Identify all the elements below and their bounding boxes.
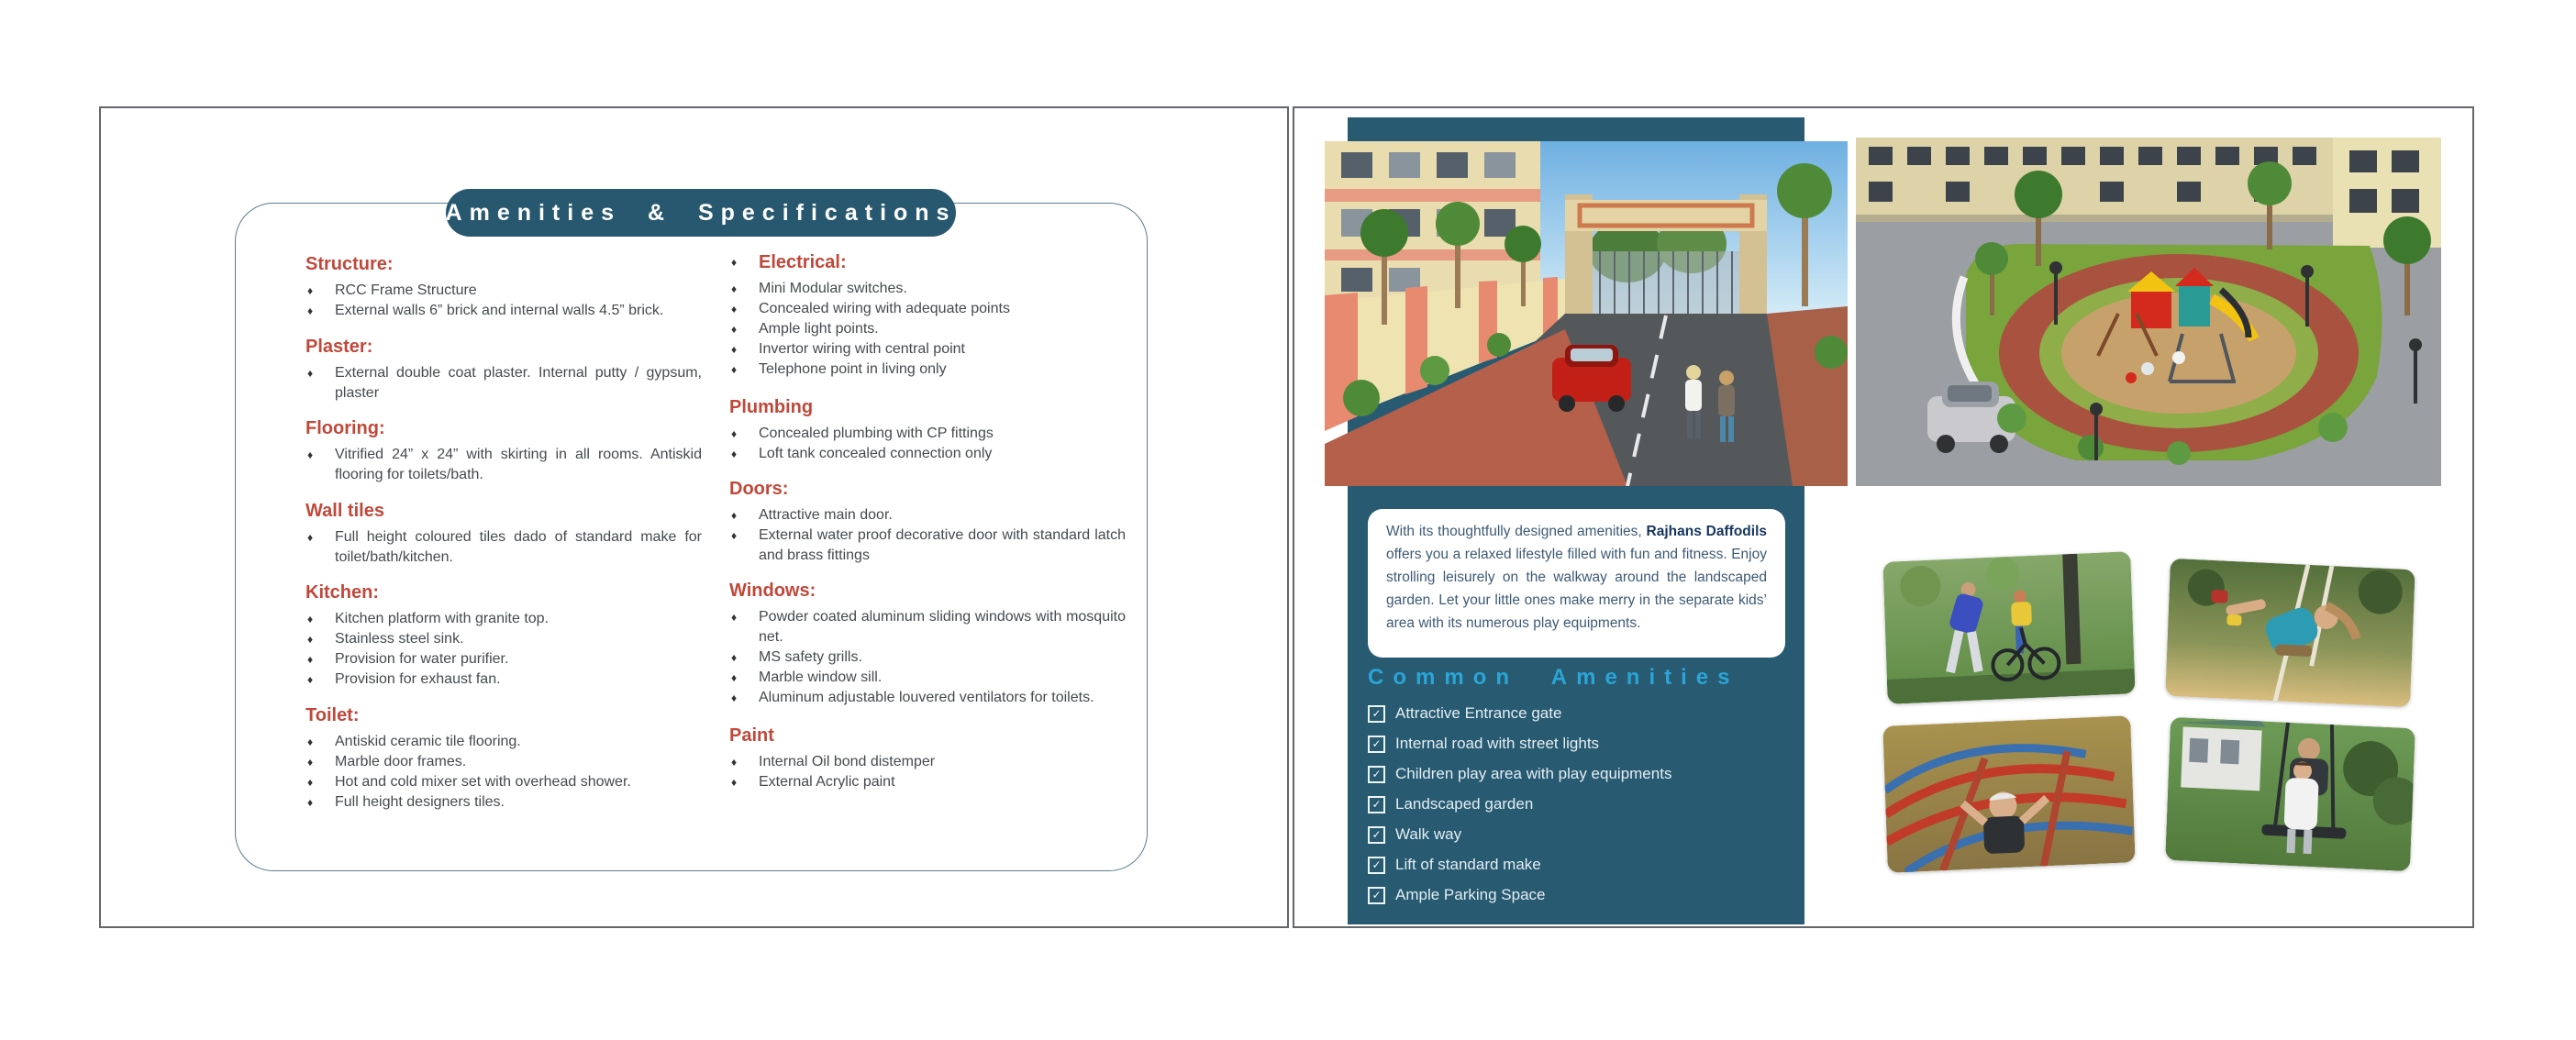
section-heading: Plaster: xyxy=(305,337,373,357)
spec-item: ♦ Full height coloured tiles dado of standard make for toilet/bath/kitchen. xyxy=(307,529,702,565)
photo-father-daughter-swing xyxy=(2165,717,2415,871)
checkbox-icon: ✓ xyxy=(1368,796,1385,813)
section-doors xyxy=(729,478,1126,566)
intro-text-after: offers you a relaxed lifestyle filled with fun and fitness. Enjoy strolling leisurely on the walkway around the landscaped garden. Let your little ones make merry in the separate kids’ area with its numerous play equipments. xyxy=(1386,547,1767,631)
diamond-bullet-icon: ♦ xyxy=(307,756,314,769)
spec-item: ♦ External Acrylic paint xyxy=(729,772,1126,792)
spec-item: ♦ Telephone point in living only xyxy=(729,360,1126,380)
photo-climbing-frame xyxy=(1882,715,2135,873)
diamond-bullet-icon: ♦ xyxy=(731,509,738,522)
section-heading: Doors: xyxy=(729,479,789,499)
diamond-bullet-icon: ♦ xyxy=(307,653,314,666)
spec-item: ♦ Attractive main door. xyxy=(729,505,1126,526)
diamond-bullet-icon: ♦ xyxy=(731,303,738,315)
spec-item: ♦ Concealed plumbing with CP fittings xyxy=(729,424,1126,444)
intro-text-before: With its thoughtfully designed amenities, xyxy=(1386,524,1647,539)
section-plumbing xyxy=(729,396,1126,464)
checkbox-icon: ✓ xyxy=(1368,736,1385,753)
spec-item: ♦ Marble window sill. xyxy=(729,668,1126,688)
spec-item: ♦ External walls 6” brick and internal walls 4.5” brick. xyxy=(305,301,702,321)
spec-item: ♦ External water proof decorative door with standard latch and brass fittings xyxy=(731,527,1126,563)
section-flooring xyxy=(305,417,702,485)
diamond-bullet-icon: ♦ xyxy=(731,611,738,624)
diamond-bullet-icon: ♦ xyxy=(307,673,314,686)
photo-father-daughter-swing-illustration xyxy=(2165,717,2415,871)
section-heading: Toilet: xyxy=(305,705,360,725)
spec-item: ♦ Mini Modular switches. xyxy=(729,279,1126,299)
section-plaster xyxy=(305,336,702,404)
diamond-bullet-icon: ♦ xyxy=(731,448,738,460)
spec-item: ♦ Ample light points. xyxy=(729,319,1126,339)
amenity-item: ✓ Landscaped garden xyxy=(1368,795,1762,813)
section-electrical xyxy=(729,251,1126,380)
spec-item: ♦ Aluminum adjustable louvered ventilators for toilets. xyxy=(729,688,1126,708)
entrance-gate-render-image xyxy=(1325,141,1848,486)
spec-item: ♦ Provision for exhaust fan. xyxy=(305,669,702,690)
left-page xyxy=(99,106,1289,928)
spec-item: ♦ Internal Oil bond distemper xyxy=(729,752,1126,772)
section-heading: Structure: xyxy=(305,254,394,274)
right-page xyxy=(1293,106,2474,928)
photo-girl-swing-illustration xyxy=(2165,559,2415,707)
diamond-bullet-icon: ♦ xyxy=(731,323,738,336)
diamond-bullet-icon: ♦ xyxy=(731,529,738,542)
project-name: Rajhans Daffodils xyxy=(1646,524,1767,539)
spec-item: ♦ External double coat plaster. Internal putty / gypsum, plaster xyxy=(307,365,702,401)
amenity-item: ✓ Internal road with street lights xyxy=(1368,735,1762,753)
checkbox-icon: ✓ xyxy=(1368,857,1385,874)
diamond-bullet-icon: ♦ xyxy=(307,776,314,789)
diamond-bullet-icon: ♦ xyxy=(731,343,738,356)
gate-structure xyxy=(1565,194,1767,315)
amenity-item: ✓ Ample Parking Space xyxy=(1368,886,1762,904)
amenity-item: ✓ Children play area with play equipments xyxy=(1368,765,1762,783)
diamond-bullet-icon: ♦ xyxy=(731,691,738,704)
spec-item: ♦ Marble door frames. xyxy=(305,752,702,772)
common-amenities-title: Common Amenities xyxy=(1368,665,1739,690)
diamond-bullet-icon: ♦ xyxy=(731,427,738,440)
spec-item: ♦ Invertor wiring with central point xyxy=(729,339,1126,360)
diamond-bullet-icon: ♦ xyxy=(731,651,738,664)
diamond-bullet-icon: ♦ xyxy=(307,613,314,625)
diamond-bullet-icon: ♦ xyxy=(731,671,738,684)
play-area-illustration xyxy=(1856,138,2441,486)
diamond-bullet-icon: ♦ xyxy=(307,367,314,380)
diamond-bullet-icon: ♦ xyxy=(307,796,314,809)
section-windows xyxy=(729,580,1126,708)
diamond-bullet-icon: ♦ xyxy=(731,282,738,295)
photo-girl-swing xyxy=(2165,559,2415,707)
section-heading: Plumbing xyxy=(729,397,814,417)
common-amenities-list xyxy=(1368,704,1762,916)
intro-paragraph xyxy=(1368,509,1785,658)
section-kitchen xyxy=(305,581,702,690)
section-heading-row xyxy=(729,251,1126,273)
section-heading: Kitchen: xyxy=(305,582,379,603)
diamond-bullet-icon: ♦ xyxy=(307,736,314,748)
spec-item: ♦ Hot and cold mixer set with overhead shower. xyxy=(305,772,702,792)
checkbox-icon: ✓ xyxy=(1368,826,1385,844)
background-building xyxy=(1325,141,1540,302)
spec-item: ♦ Stainless steel sink. xyxy=(305,629,702,649)
diamond-bullet-icon: ♦ xyxy=(731,756,738,769)
entrance-gate-illustration xyxy=(1325,141,1848,486)
section-wall-tiles xyxy=(305,500,702,568)
diamond-bullet-icon: ♦ xyxy=(307,448,314,461)
diamond-bullet-icon: ♦ xyxy=(307,633,314,646)
amenity-item: ✓ Walk way xyxy=(1368,825,1762,844)
section-paint xyxy=(729,725,1126,792)
photo-bicycle xyxy=(1882,551,2135,704)
section-heading: Windows: xyxy=(729,581,816,601)
diamond-bullet-icon: ♦ xyxy=(307,531,314,544)
spec-item: ♦ Concealed wiring with adequate points xyxy=(729,299,1126,319)
photo-bicycle-illustration xyxy=(1882,551,2135,704)
section-heading: Electrical: xyxy=(759,252,847,272)
section-heading: Wall tiles xyxy=(305,501,384,521)
spec-item: ♦ Powder coated aluminum sliding windows with mosquito net. xyxy=(731,609,1126,645)
spec-item: ♦ MS safety grills. xyxy=(729,647,1126,668)
spec-item: ♦ Kitchen platform with granite top. xyxy=(305,609,702,629)
page-title: Amenities & Specifications xyxy=(445,199,957,226)
diamond-bullet-icon: ♦ xyxy=(731,256,738,269)
checkbox-icon: ✓ xyxy=(1368,766,1385,783)
diamond-bullet-icon: ♦ xyxy=(731,363,738,376)
checkbox-icon: ✓ xyxy=(1368,705,1385,723)
checkbox-icon: ✓ xyxy=(1368,887,1385,904)
play-area-render-image xyxy=(1856,138,2441,486)
section-heading: Flooring: xyxy=(305,418,385,438)
section-structure xyxy=(305,253,702,321)
diamond-bullet-icon: ♦ xyxy=(731,776,738,789)
section-toilet xyxy=(305,704,702,813)
amenity-item: ✓ Attractive Entrance gate xyxy=(1368,704,1762,723)
spec-item: ♦ Antiskid ceramic tile flooring. xyxy=(305,732,702,752)
diamond-bullet-icon: ♦ xyxy=(307,284,314,297)
spec-item: ♦ Provision for water purifier. xyxy=(305,649,702,669)
amenity-item: ✓ Lift of standard make xyxy=(1368,856,1762,874)
page-title-banner xyxy=(446,189,956,237)
spec-item: ♦ Full height designers tiles. xyxy=(305,792,702,813)
spec-item: ♦ Vitrified 24” x 24” with skirting in all rooms. Antiskid flooring for toilets/bath. xyxy=(307,447,702,482)
spec-item: ♦ Loft tank concealed connection only xyxy=(729,444,1126,464)
photo-climbing-frame-illustration xyxy=(1882,715,2135,873)
section-heading: Paint xyxy=(729,725,774,746)
spec-item: ♦ RCC Frame Structure xyxy=(305,281,702,301)
diamond-bullet-icon: ♦ xyxy=(307,304,314,317)
